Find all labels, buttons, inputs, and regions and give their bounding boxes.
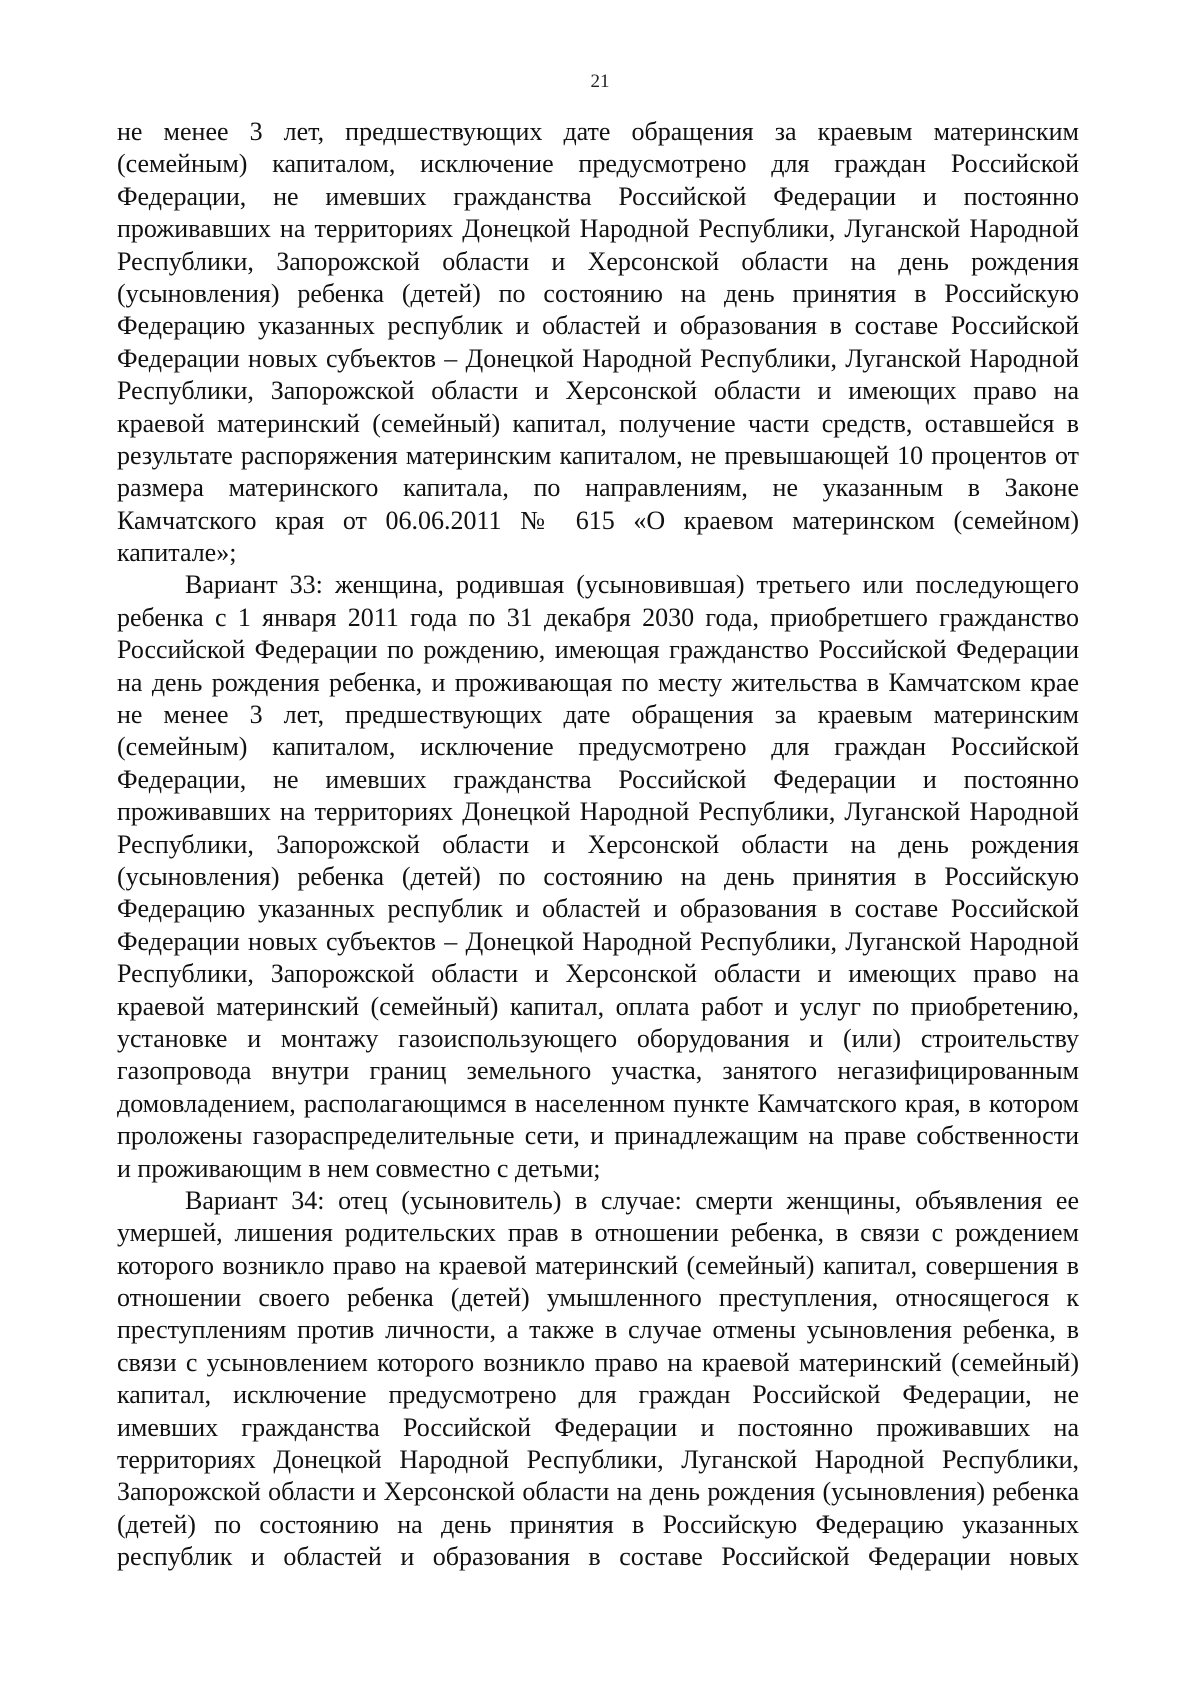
text-line: Российской Федерации по рождению, имеющая гражданство Российской Федерации — [117, 635, 1079, 665]
text-line: капитал, исключение предусмотрено для граждан Российской Федерации, не — [117, 1380, 1079, 1410]
text-line: не менее 3 лет, предшествующих дате обращения за краевым материнским — [117, 117, 1079, 146]
text-line: преступлениям против личности, а также в случае отмены усыновления ребенка, в — [117, 1315, 1079, 1345]
text-line: Вариант 33: женщина, родившая (усыновившая) третьего или последующего — [185, 570, 1079, 600]
text-line: Федерации, не имевших гражданства Российской Федерации и постоянно — [117, 181, 1079, 211]
text-line: размера материнского капитала, по направлениям, не указанным в Законе — [117, 473, 1079, 503]
text-line: газопровода внутри границ земельного участка, занятого негазифицированным — [117, 1056, 1079, 1086]
text-line: Федерации новых субъектов – Донецкой Народной Республики, Луганской Народной — [117, 926, 1079, 956]
text-line: краевой материнский (семейный) капитал, получение части средств, оставшейся в — [117, 408, 1079, 438]
text-line: которого возникло право на краевой материнский (семейный) капитал, совершения в — [117, 1250, 1079, 1280]
text-line: установке и монтажу газоиспользующего оборудования и (или) строительству — [117, 1023, 1079, 1053]
text-line: республик и областей и образования в составе Российской Федерации новых — [117, 1542, 1079, 1572]
text-line: на день рождения ребенка, и проживающая по месту жительства в Камчатском крае — [117, 667, 1079, 697]
text-line: Республики, Запорожской области и Херсонской области и имеющих право на — [117, 959, 1079, 989]
text-line: проживавших на территориях Донецкой Народной Республики, Луганской Народной — [117, 797, 1079, 827]
text-line: Республики, Запорожской области и Херсонской области на день рождения — [117, 246, 1079, 276]
text-line: Республики, Запорожской области и Херсонской области на день рождения — [117, 829, 1079, 859]
text-line: результате распоряжения материнским капиталом, не превышающей 10 процентов от — [117, 440, 1079, 470]
text-line: имевших гражданства Российской Федерации и постоянно проживавших на — [117, 1412, 1079, 1442]
text-line: Камчатского края от 06.06.2011 № 615 «О краевом материнском (семейном) — [117, 505, 1079, 535]
text-line: и проживающим в нем совместно с детьми; — [117, 1153, 601, 1183]
text-line: Запорожской области и Херсонской области на день рождения (усыновления) ребенка — [117, 1477, 1079, 1507]
text-line: не менее 3 лет, предшествующих дате обращения за краевым материнским — [117, 700, 1079, 730]
text-line: отношении своего ребенка (детей) умышленного преступления, относящегося к — [117, 1283, 1079, 1313]
text-line: Федерации, не имевших гражданства Российской Федерации и постоянно — [117, 764, 1079, 794]
text-line: Вариант 34: отец (усыновитель) в случае: смерти женщины, объявления ее — [185, 1185, 1079, 1215]
page-number: 21 — [590, 71, 610, 92]
text-line: Республики, Запорожской области и Херсонской области и имеющих право на — [117, 376, 1079, 406]
text-line: (семейным) капиталом, исключение предусмотрено для граждан Российской — [117, 732, 1079, 762]
text-line: Федерации новых субъектов – Донецкой Народной Республики, Луганской Народной — [117, 343, 1079, 373]
text-line: домовладением, располагающимся в населенном пункте Камчатского края, в котором — [117, 1088, 1079, 1118]
text-line: (семейным) капиталом, исключение предусмотрено для граждан Российской — [117, 149, 1079, 179]
text-line: связи с усыновлением которого возникло право на краевой материнский (семейный) — [117, 1347, 1079, 1377]
document-body — [117, 116, 1079, 1574]
text-line: ребенка с 1 января 2011 года по 31 декабря 2030 года, приобретшего гражданство — [117, 602, 1079, 632]
text-line: Федерацию указанных республик и областей и образования в составе Российской — [117, 894, 1079, 924]
text-line: капитале»; — [117, 538, 237, 568]
text-line: умершей, лишения родительских прав в отношении ребенка, в связи с рождением — [117, 1218, 1079, 1248]
text-line: проложены газораспределительные сети, и принадлежащим на праве собственности — [117, 1121, 1079, 1151]
text-line: (усыновления) ребенка (детей) по состоянию на день принятия в Российскую — [117, 278, 1079, 308]
text-line: проживавших на территориях Донецкой Народной Республики, Луганской Народной — [117, 214, 1079, 244]
text-line: (детей) по состоянию на день принятия в Российскую Федерацию указанных — [117, 1509, 1079, 1539]
text-line: краевой материнский (семейный) капитал, оплата работ и услуг по приобретению, — [117, 991, 1079, 1021]
text-line: территориях Донецкой Народной Республики, Луганской Народной Республики, — [117, 1445, 1079, 1475]
text-line: (усыновления) ребенка (детей) по состоянию на день принятия в Российскую — [117, 861, 1079, 891]
text-line: Федерацию указанных республик и областей и образования в составе Российской — [117, 311, 1079, 341]
